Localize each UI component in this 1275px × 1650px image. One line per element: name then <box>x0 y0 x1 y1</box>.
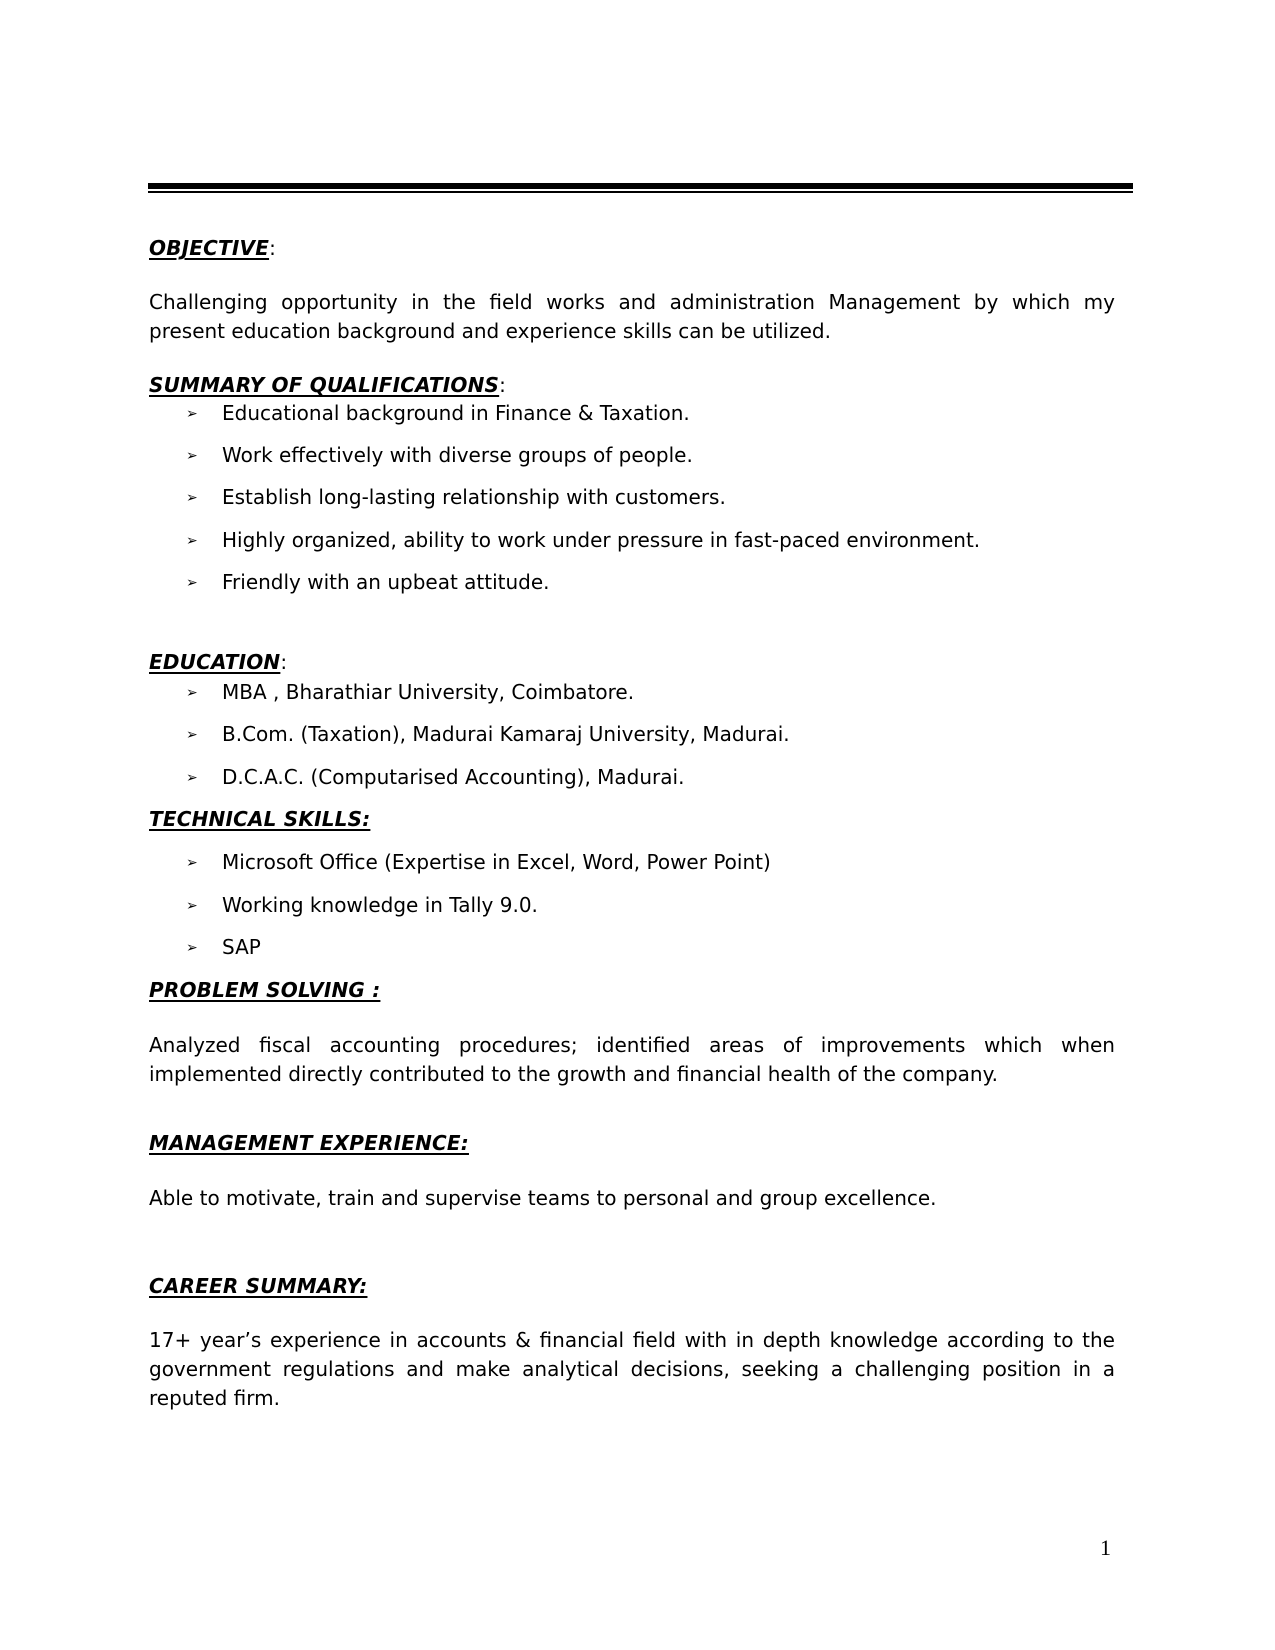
list-item: ➢ Microsoft Office (Expertise in Excel, Word, Power Point) <box>186 850 771 874</box>
career-summary-heading: CAREER SUMMARY: <box>149 1274 368 1298</box>
education-heading: EDUCATION: <box>149 650 288 674</box>
arrowhead-bullet-icon: ➢ <box>186 575 198 591</box>
list-item: ➢ Working knowledge in Tally 9.0. <box>186 893 538 917</box>
problem-solving-text: Analyzed fiscal accounting procedures; identified areas of improvements which when implemented directly contributed to the growth and financial health of the company. <box>149 1033 1115 1086</box>
list-item: ➢ Friendly with an upbeat attitude. <box>186 570 550 594</box>
objective-heading: OBJECTIVE: <box>149 236 277 260</box>
technical-skills-heading: TECHNICAL SKILLS: <box>149 807 371 831</box>
list-item: ➢ MBA , Bharathiar University, Coimbatore. <box>186 680 635 704</box>
arrowhead-bullet-icon: ➢ <box>186 898 198 914</box>
header-rule-thin <box>148 191 1133 193</box>
arrowhead-bullet-icon: ➢ <box>186 855 198 871</box>
list-item: ➢ Educational background in Finance & Taxation. <box>186 401 690 425</box>
arrowhead-bullet-icon: ➢ <box>186 490 198 506</box>
arrowhead-bullet-icon: ➢ <box>186 406 198 422</box>
list-item: ➢ Highly organized, ability to work under pressure in fast-paced environment. <box>186 528 981 552</box>
list-item: ➢ B.Com. (Taxation), Madurai Kamaraj University, Madurai. <box>186 722 790 746</box>
arrowhead-bullet-icon: ➢ <box>186 448 198 464</box>
arrowhead-bullet-icon: ➢ <box>186 770 198 786</box>
arrowhead-bullet-icon: ➢ <box>186 940 198 956</box>
qualifications-heading: SUMMARY OF QUALIFICATIONS: <box>149 373 507 397</box>
career-summary-text: 17+ year’s experience in accounts & financial field with in depth knowledge according to the government regulations and make analytical decisions, seeking a challenging position in a reputed firm. <box>149 1328 1115 1410</box>
arrowhead-bullet-icon: ➢ <box>186 533 198 549</box>
arrowhead-bullet-icon: ➢ <box>186 727 198 743</box>
page-number: 1 <box>1100 1535 1111 1560</box>
problem-solving-heading: PROBLEM SOLVING : <box>149 978 381 1002</box>
header-rule-thick <box>148 183 1133 189</box>
objective-text: Challenging opportunity in the field works and administration Management by which my present education background and experience skills can be utilized. <box>149 290 1115 343</box>
management-experience-heading: MANAGEMENT EXPERIENCE: <box>149 1131 469 1155</box>
list-item: ➢ Work effectively with diverse groups of people. <box>186 443 693 467</box>
management-experience-text: Able to motivate, train and supervise teams to personal and group excellence. <box>149 1186 937 1210</box>
arrowhead-bullet-icon: ➢ <box>186 685 198 701</box>
list-item: ➢ D.C.A.C. (Computarised Accounting), Madurai. <box>186 765 685 789</box>
list-item: ➢ SAP <box>186 935 261 959</box>
list-item: ➢ Establish long-lasting relationship with customers. <box>186 485 726 509</box>
